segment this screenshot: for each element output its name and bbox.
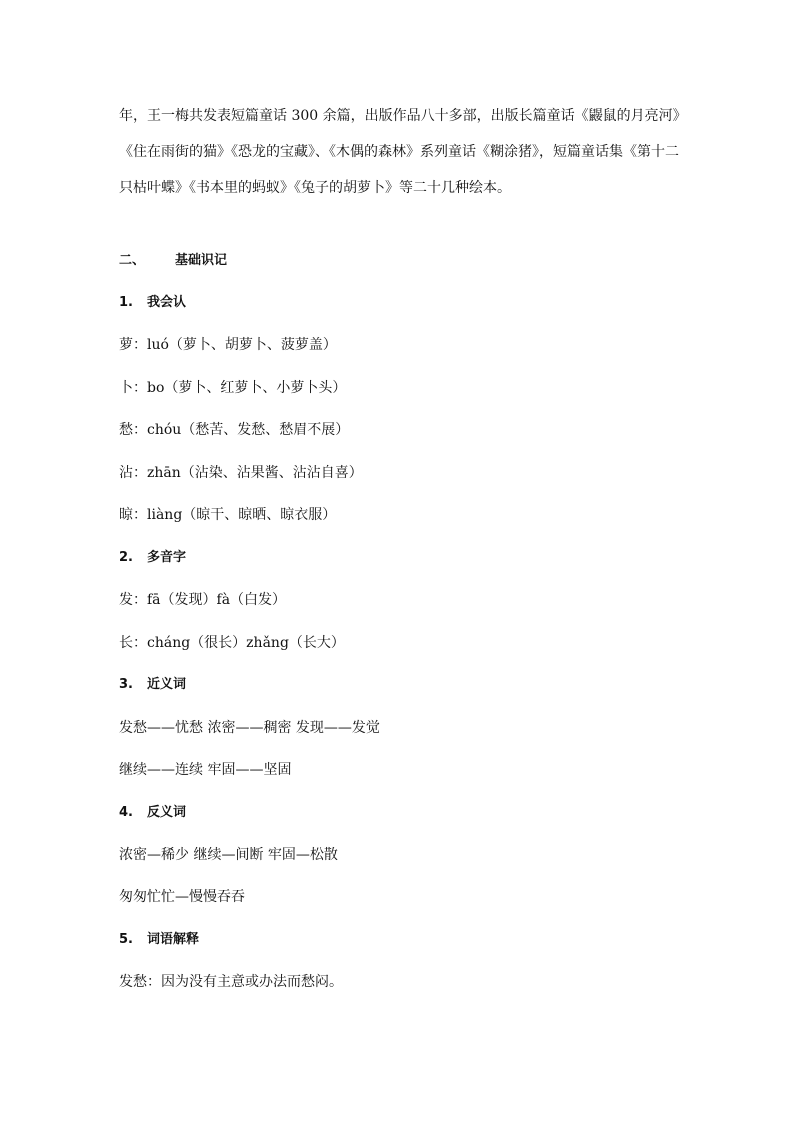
section-number: 二、 xyxy=(119,253,146,268)
subsection-number: 3. xyxy=(119,677,133,692)
intro-line: 只枯叶蝶》《书本里的蚂蚁》《兔子的胡萝卜》等二十几种绘本。 xyxy=(119,180,511,196)
subsection-heading-recognize xyxy=(119,293,186,313)
subsection-number: 5. xyxy=(119,932,133,947)
section-title: 基础识记 xyxy=(175,253,228,268)
intro-line: 年，王一梅共发表短篇童话 300 余篇，出版作品八十多部，出版长篇童话《鼹鼠的月亮河》 xyxy=(119,108,687,124)
subsection-number: 1. xyxy=(119,295,133,310)
list-item: 发愁：因为没有主意或办法而愁闷。 xyxy=(119,974,343,990)
list-item: 匆匆忙忙—慢慢吞吞 xyxy=(119,889,245,905)
list-item: 卜：bo（萝卜、红萝卜、小萝卜头） xyxy=(119,380,347,396)
list-item: 晾：liàng（晾干、晾晒、晾衣服） xyxy=(119,507,337,523)
subsection-title: 多音字 xyxy=(147,550,187,565)
subsection-heading-polyphones xyxy=(119,548,186,568)
list-item: 发：fā（发现）fà（白发） xyxy=(119,592,287,608)
list-item: 浓密—稀少 继续—间断 牢固—松散 xyxy=(119,847,338,863)
subsection-heading-antonyms xyxy=(119,803,186,823)
subsection-title: 反义词 xyxy=(147,805,187,820)
subsection-heading-definitions xyxy=(119,930,199,950)
intro-line: 《住在雨街的猫》《恐龙的宝藏》、《木偶的森林》系列童话《糊涂猪》，短篇童话集《第十二 xyxy=(119,144,679,160)
subsection-number: 4. xyxy=(119,805,133,820)
subsection-title: 近义词 xyxy=(147,677,187,692)
intro-paragraph xyxy=(119,98,687,206)
subsection-title: 我会认 xyxy=(147,295,187,310)
list-item: 发愁——忧愁 浓密——稠密 发现——发觉 xyxy=(119,720,380,736)
list-item: 愁：chóu（愁苦、发愁、愁眉不展） xyxy=(119,422,350,438)
subsection-heading-synonyms xyxy=(119,675,186,695)
list-item: 长：cháng（很长）zhǎng（长大） xyxy=(119,635,345,651)
list-item: 继续——连续 牢固——坚固 xyxy=(119,762,292,778)
subsection-title: 词语解释 xyxy=(147,932,200,947)
list-item: 沾：zhān（沾染、沾果酱、沾沾自喜） xyxy=(119,465,363,481)
list-item: 萝：luó（萝卜、胡萝卜、菠萝盖） xyxy=(119,337,337,353)
section-heading xyxy=(119,251,227,271)
subsection-number: 2. xyxy=(119,550,133,565)
